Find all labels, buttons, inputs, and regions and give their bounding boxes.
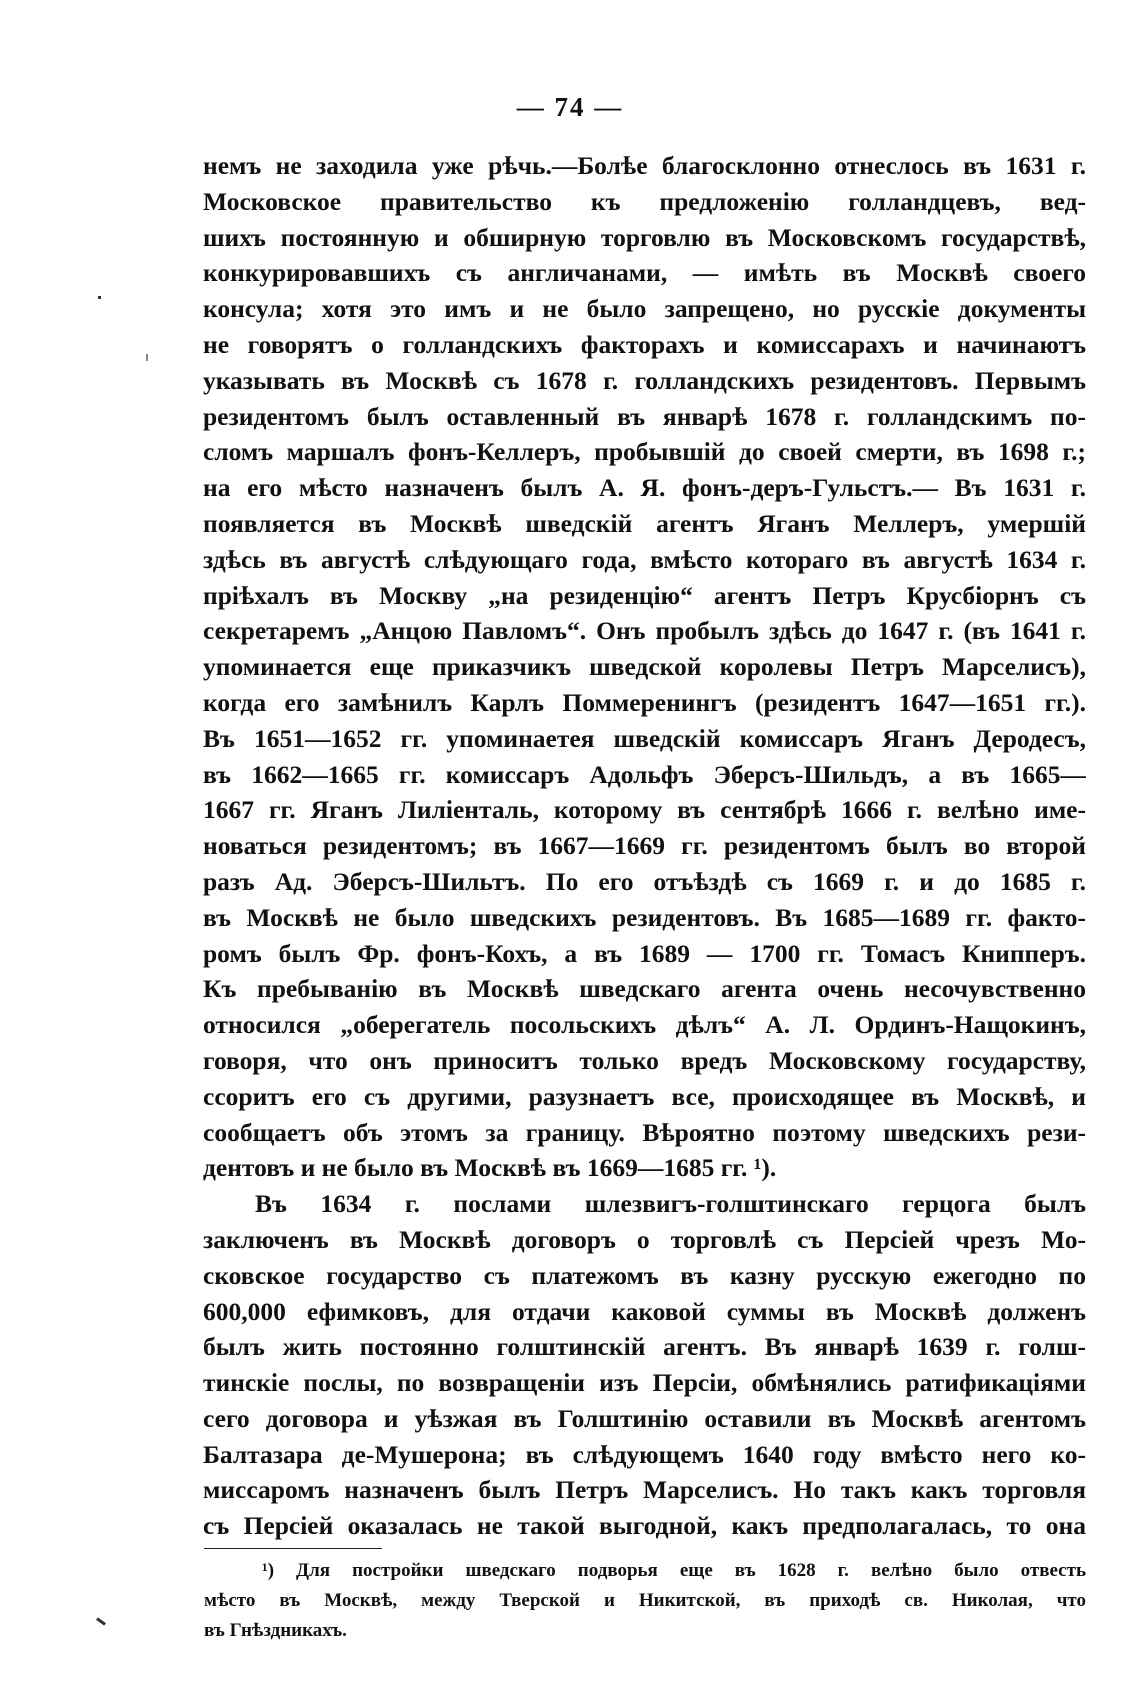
- footnote: [204, 1556, 1086, 1646]
- text-line: ссоритъ его съ другими, разузнаетъ все, происходящее въ Москвѣ, и: [203, 1081, 1086, 1111]
- text-line: въ Москвѣ не было шведскихъ резидентовъ. Въ 1685—1689 гг. факто-: [203, 902, 1086, 932]
- main-text: [203, 148, 1086, 1544]
- text-line: сообщаетъ объ этомъ за границу. Вѣроятно поэтому шведскихъ рези-: [203, 1117, 1086, 1147]
- footnote-line: въ Гнѣздникахъ.: [204, 1620, 347, 1641]
- text-line: Въ 1651—1652 гг. упоминаетея шведскій комиссаръ Яганъ Деродесъ,: [203, 723, 1086, 753]
- text-line: консула; хотя это имъ и не было запрещено, но русскіе документы: [203, 294, 1086, 324]
- text-line: ромъ былъ Фр. фонъ-Кохъ, а въ 1689 — 1700 гг. Томасъ Книпперъ.: [203, 938, 1086, 968]
- text-line: упоминается еще приказчикъ шведской королевы Петръ Марселисъ),: [203, 652, 1086, 682]
- text-line: заключенъ въ Москвѣ договоръ о торговлѣ съ Персіей чрезъ Мо-: [203, 1224, 1086, 1254]
- text-line: секретаремъ „Анцою Павломъ“. Онъ пробылъ здѣсь до 1647 г. (въ 1641 г.: [203, 616, 1086, 646]
- text-line: не говорятъ о голландскихъ факторахъ и комиссарахъ и начинаютъ: [203, 329, 1086, 359]
- text-line: сломъ маршалъ фонъ-Келлеръ, пробывшій до своей смерти, въ 1698 г.;: [203, 437, 1086, 467]
- text-line: былъ жить постоянно голштинскій агентъ. Въ январѣ 1639 г. голш-: [203, 1332, 1086, 1362]
- text-line: тинскіе послы, по возвращеніи изъ Персіи, обмѣнялись ратификаціями: [203, 1368, 1086, 1398]
- scan-speck: [96, 1617, 106, 1625]
- text-line: 600,000 ефимковъ, для отдачи каковой суммы въ Москвѣ долженъ: [203, 1296, 1086, 1326]
- text-line: появляется въ Москвѣ шведскій агентъ Яганъ Меллеръ, умершій: [203, 508, 1086, 538]
- text-line: разъ Ад. Эберсъ-Шильтъ. По его отъѣздѣ съ 1669 г. и до 1685 г.: [203, 866, 1086, 896]
- text-line: шихъ постоянную и обширную торговлю въ Московскомъ государствѣ,: [203, 222, 1086, 252]
- text-line: миссаромъ назначенъ былъ Петръ Марселисъ. Но такъ какъ торговля: [203, 1475, 1086, 1505]
- text-line: конкурировавшихъ съ англичанами, — имѣть въ Москвѣ своего: [203, 258, 1086, 288]
- text-line: Московское правительство къ предложенію голландцевъ, вед-: [203, 186, 1086, 216]
- footnote-line: мѣсто въ Москвѣ, между Тверской и Никитской, въ приходѣ св. Николая, что: [204, 1590, 1086, 1611]
- paragraph-first-line: Въ 1634 г. послами шлезвигъ-голштинскаго герцога былъ: [255, 1189, 1086, 1219]
- footnote-line: ¹) Для постройки шведскаго подворья еще въ 1628 г. велѣно было отвесть: [262, 1560, 1086, 1581]
- text-line: Балтазара де-Мушерона; въ слѣдующемъ 1640 году вмѣсто него ко-: [203, 1439, 1086, 1469]
- text-line: 1667 гг. Яганъ Лиліенталь, которому въ сентябрѣ 1666 г. велѣно име-: [203, 795, 1086, 825]
- text-line: сковское государство съ платежомъ въ казну русскую ежегодно по: [203, 1260, 1086, 1290]
- text-line: съ Персіей оказалась не такой выгодной, какъ предполагалась, то она: [203, 1511, 1086, 1541]
- paragraph-last-line: дентовъ и не было въ Москвѣ въ 1669—1685 гг. ¹).: [203, 1153, 777, 1183]
- text-line: сего договора и уѣзжая въ Голштинію оставили въ Москвѣ агентомъ: [203, 1403, 1086, 1433]
- text-line: когда его замѣнилъ Карлъ Поммеренингъ (резидентъ 1647—1651 гг.).: [203, 687, 1086, 717]
- text-line: немъ не заходила уже рѣчь.—Болѣе благосклонно отнеслось въ 1631 г.: [203, 151, 1086, 180]
- text-line: говоря, что онъ приноситъ только вредъ Московскому государству,: [203, 1045, 1086, 1075]
- text-line: новаться резидентомъ; въ 1667—1669 гг. резидентомъ былъ во второй: [203, 831, 1086, 861]
- scan-speck: [146, 354, 148, 361]
- text-line: здѣсь въ августѣ слѣдующаго года, вмѣсто котораго въ августѣ 1634 г.: [203, 544, 1086, 574]
- text-line: на его мѣсто назначенъ былъ А. Я. фонъ-деръ-Гульстъ.— Въ 1631 г.: [203, 473, 1086, 503]
- text-line: резидентомъ былъ оставленный въ январѣ 1678 г. голландскимъ по-: [203, 401, 1086, 431]
- text-line: относился „оберегатель посольскихъ дѣлъ“ А. Л. Ординъ-Нащокинъ,: [203, 1010, 1086, 1040]
- text-line: Къ пребыванію въ Москвѣ шведскаго агента очень несочувственно: [203, 974, 1086, 1004]
- text-line: указывать въ Москвѣ съ 1678 г. голландскихъ резидентовъ. Первымъ: [203, 365, 1086, 395]
- text-line: пріѣхалъ въ Москву „на резиденцію“ агентъ Петръ Крусбіорнъ съ: [203, 580, 1086, 610]
- text-line: въ 1662—1665 гг. комиссаръ Адольфъ Эберсъ-Шильдъ, а въ 1665—: [203, 759, 1086, 789]
- page-number: — 74 —: [516, 92, 624, 122]
- scan-speck: [98, 296, 101, 299]
- footnote-divider: [204, 1548, 382, 1549]
